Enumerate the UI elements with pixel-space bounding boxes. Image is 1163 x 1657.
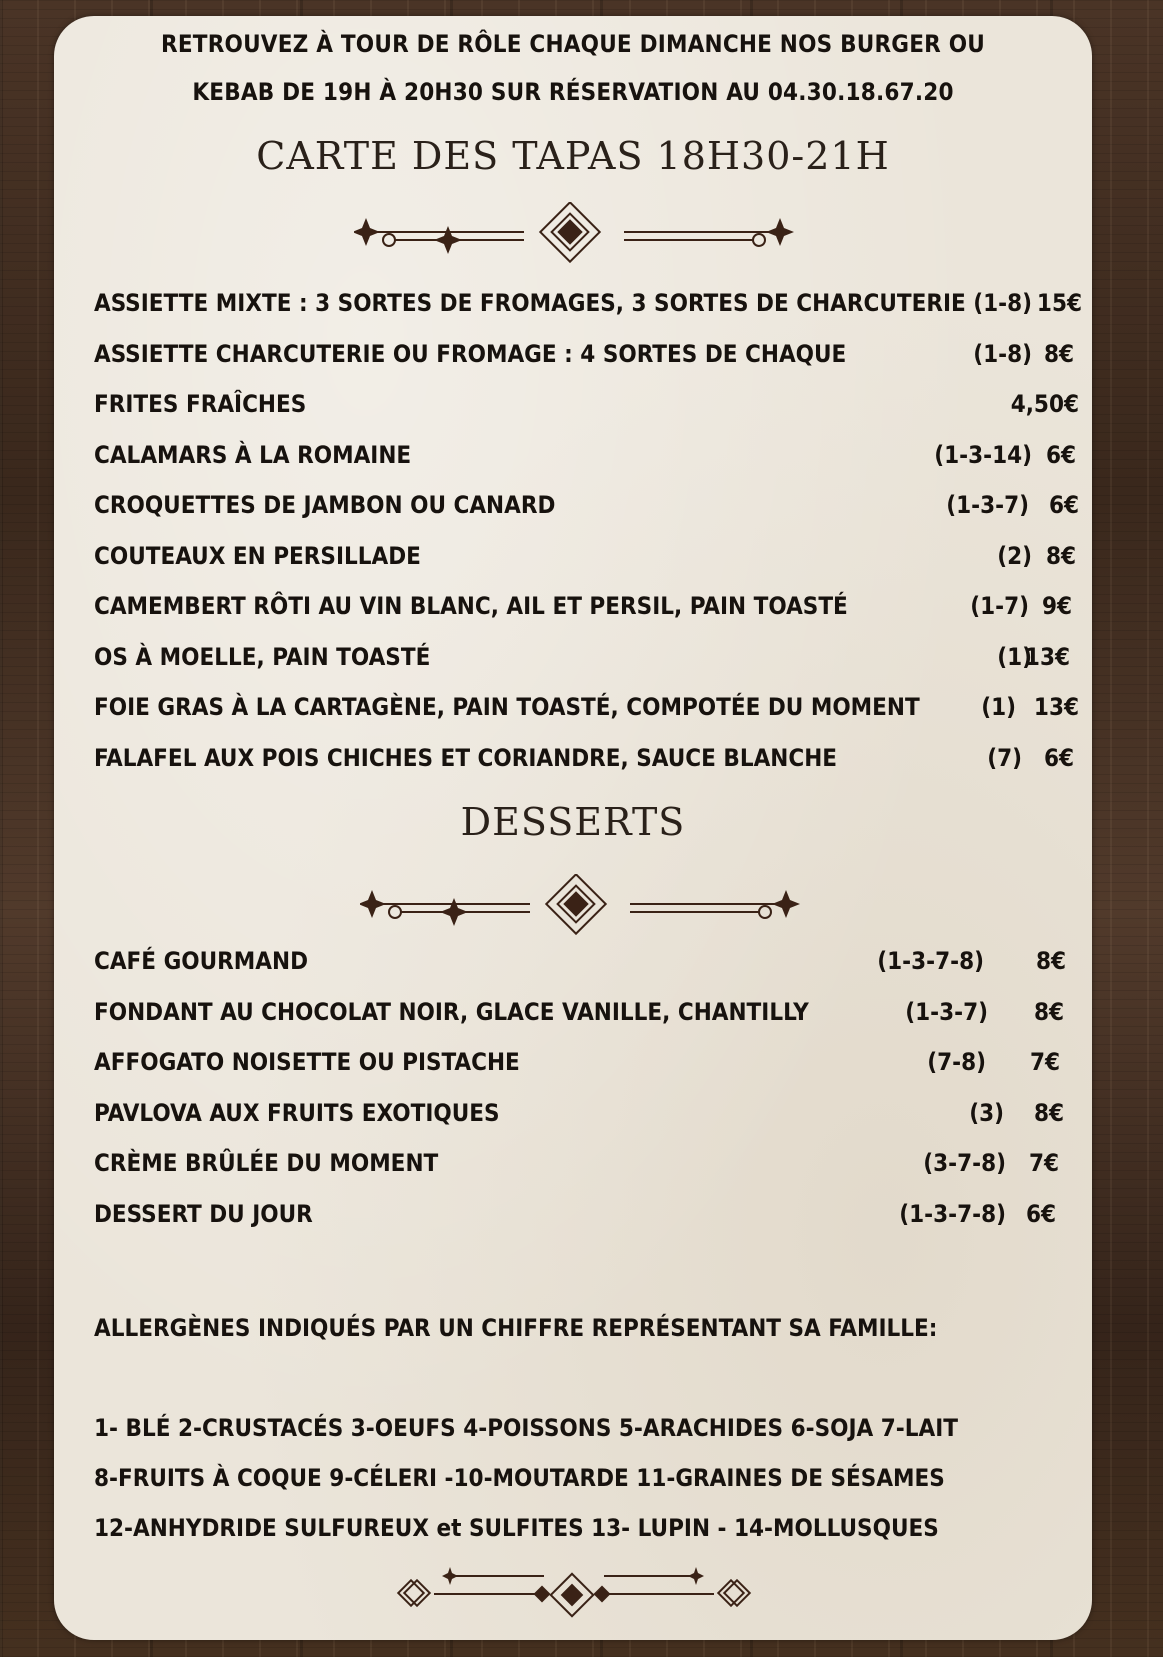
item-price: 8€ bbox=[1033, 1098, 1064, 1127]
item-name: CAFÉ GOURMAND bbox=[94, 947, 309, 975]
item-allergens: (1-3-7) bbox=[946, 491, 1029, 519]
dessert-item bbox=[94, 1045, 1060, 1079]
item-allergens: (7-8) bbox=[927, 1048, 986, 1076]
item-name: FRITES FRAÎCHES bbox=[94, 390, 307, 418]
item-name: PAVLOVA AUX FRUITS EXOTIQUES bbox=[94, 1098, 500, 1127]
dessert-item bbox=[94, 944, 1066, 978]
item-allergens: (3) bbox=[969, 1098, 1004, 1127]
dessert-item bbox=[94, 1096, 1064, 1130]
item-allergens: (1-8) bbox=[973, 339, 1032, 368]
sunday-notice-line-2: KEBAB DE 19H À 20H30 SUR RÉSERVATION AU 04.30.18.67.20 bbox=[192, 78, 954, 106]
item-allergens: (1) bbox=[981, 693, 1016, 721]
item-price: 8€ bbox=[1033, 997, 1064, 1026]
tapas-item bbox=[94, 438, 1076, 472]
item-price: 7€ bbox=[1028, 1149, 1059, 1177]
item-allergens: (1-3-7) bbox=[905, 997, 988, 1026]
allergens-legend-line-2: 8-FRUITS À COQUE 9-CÉLERI -10-MOUTARDE 11-GRAINES DE SÉSAMES bbox=[94, 1464, 945, 1492]
allergens-legend-line-1: 1- BLÉ 2-CRUSTACÉS 3-OEUFS 4-POISSONS 5-ARACHIDES 6-SOJA 7-LAIT bbox=[94, 1414, 958, 1442]
item-allergens: (1-3-7-8) bbox=[899, 1199, 1006, 1228]
item-price: 9€ bbox=[1041, 592, 1072, 620]
item-name: CAMEMBERT RÔTI AU VIN BLANC, AIL ET PERSIL, PAIN TOASTÉ bbox=[94, 592, 848, 620]
item-allergens: (1-8) bbox=[973, 289, 1032, 317]
item-price: 6€ bbox=[1045, 440, 1076, 469]
item-price: 6€ bbox=[1025, 1199, 1056, 1228]
desserts-title: DESSERTS bbox=[460, 800, 686, 844]
tapas-item bbox=[94, 286, 1082, 320]
tapas-item bbox=[94, 741, 1074, 775]
tapas-item bbox=[94, 387, 1079, 421]
dessert-item bbox=[94, 1146, 1059, 1180]
item-price: 8€ bbox=[1045, 541, 1076, 570]
item-price: 7€ bbox=[1029, 1048, 1060, 1076]
tapas-title: CARTE DES TAPAS 18H30-21H bbox=[256, 134, 890, 178]
item-allergens: (1) bbox=[997, 642, 1032, 671]
item-name: FOIE GRAS À LA CARTAGÈNE, PAIN TOASTÉ, COMPOTÉE DU MOMENT bbox=[94, 693, 920, 721]
item-name: CROQUETTES DE JAMBON OU CANARD bbox=[94, 491, 556, 519]
item-name: COUTEAUX EN PERSILLADE bbox=[94, 541, 421, 570]
item-name: OS À MOELLE, PAIN TOASTÉ bbox=[94, 642, 431, 671]
dessert-item bbox=[94, 1197, 1054, 1231]
item-allergens: (1-3-14) bbox=[934, 440, 1032, 469]
ornament-footer-icon bbox=[394, 1562, 754, 1622]
item-price: 13€ bbox=[1024, 642, 1070, 671]
item-name: CRÈME BRÛLÉE DU MOMENT bbox=[94, 1149, 439, 1177]
tapas-item bbox=[94, 640, 1070, 674]
item-allergens: (2) bbox=[997, 541, 1032, 570]
item-allergens: (1-3-7-8) bbox=[877, 947, 984, 975]
tapas-item bbox=[94, 690, 1079, 724]
item-name: ASSIETTE MIXTE : 3 SORTES DE FROMAGES, 3 SORTES DE CHARCUTERIE bbox=[94, 289, 966, 317]
sunday-notice-line-1: RETROUVEZ À TOUR DE RÔLE CHAQUE DIMANCHE NOS BURGER OU bbox=[160, 30, 985, 58]
item-name: DESSERT DU JOUR bbox=[94, 1199, 313, 1228]
menu-card bbox=[54, 16, 1092, 1640]
ornament-divider-icon bbox=[360, 874, 800, 954]
ornament-divider-icon bbox=[354, 202, 794, 282]
item-price: 6€ bbox=[1048, 491, 1079, 519]
item-price: 4,50€ bbox=[1010, 390, 1079, 418]
tapas-item bbox=[94, 337, 1074, 371]
item-allergens: (1-7) bbox=[970, 592, 1029, 620]
item-allergens: (7) bbox=[987, 743, 1022, 772]
item-name: FALAFEL AUX POIS CHICHES ET CORIANDRE, SAUCE BLANCHE bbox=[94, 743, 838, 772]
item-price: 15€ bbox=[1036, 289, 1082, 317]
tapas-item bbox=[94, 539, 1076, 573]
item-price: 6€ bbox=[1043, 743, 1074, 772]
item-price: 13€ bbox=[1033, 693, 1079, 721]
item-allergens: (3-7-8) bbox=[923, 1149, 1006, 1177]
item-name: FONDANT AU CHOCOLAT NOIR, GLACE VANILLE, CHANTILLY bbox=[94, 997, 809, 1026]
item-name: AFFOGATO NOISETTE OU PISTACHE bbox=[94, 1048, 520, 1076]
item-name: ASSIETTE CHARCUTERIE OU FROMAGE : 4 SORTES DE CHAQUE bbox=[94, 339, 847, 368]
item-name: CALAMARS À LA ROMAINE bbox=[94, 440, 412, 469]
item-price: 8€ bbox=[1035, 947, 1066, 975]
allergens-legend-line-3: 12-ANHYDRIDE SULFUREUX et SULFITES 13- LUPIN - 14-MOLLUSQUES bbox=[94, 1514, 939, 1542]
allergens-heading: ALLERGÈNES INDIQUÉS PAR UN CHIFFRE REPRÉSENTANT SA FAMILLE: bbox=[94, 1314, 938, 1342]
item-price: 8€ bbox=[1043, 339, 1074, 368]
tapas-item bbox=[94, 488, 1079, 522]
dessert-item bbox=[94, 995, 1064, 1029]
tapas-item bbox=[94, 589, 1072, 623]
